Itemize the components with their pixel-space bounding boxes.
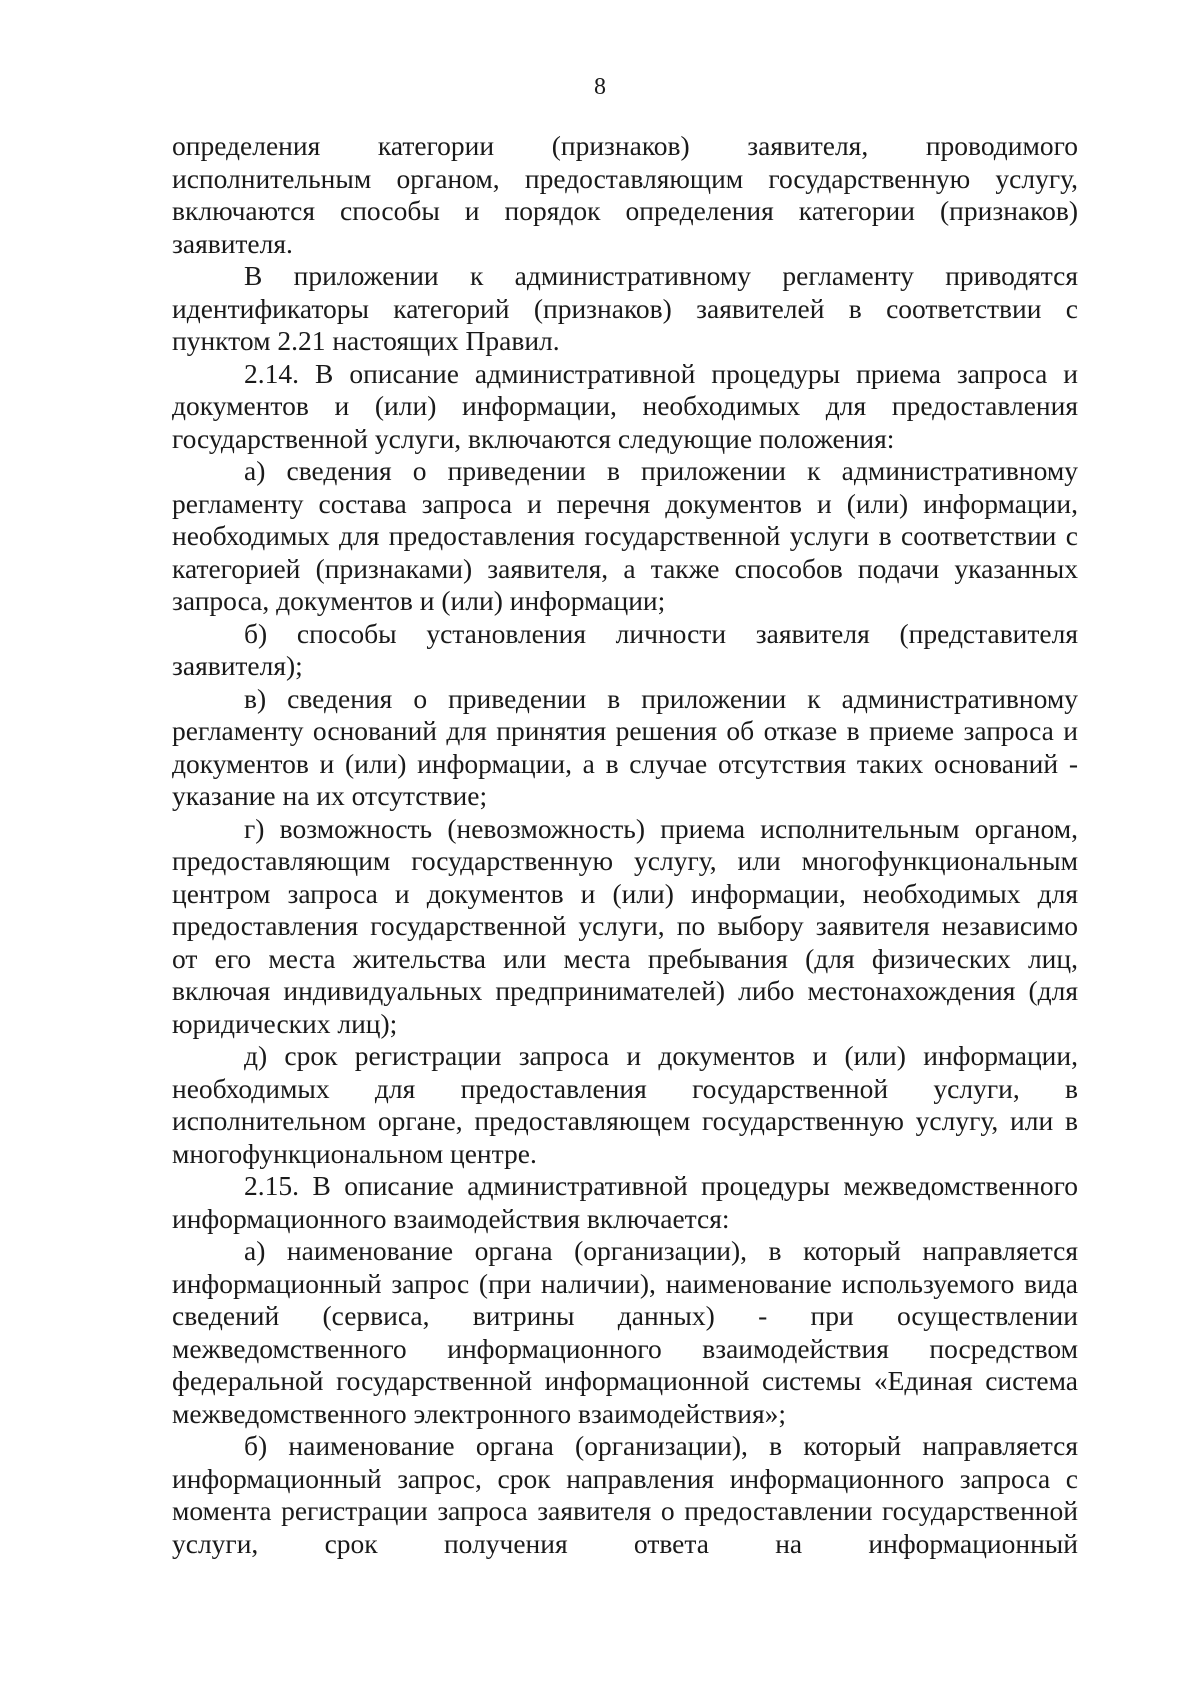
paragraph: В приложении к административному регламенту приводятся идентификаторы категорий (признаков) заявителей в соответствии с пунктом 2.21 настоящих Правил. [172, 260, 1078, 356]
page-number: 8 [594, 74, 606, 100]
paragraph: д) срок регистрации запроса и документов и (или) информации, необходимых для предоставления государственной услуги, в исполнительном органе, предоставляющем государственную услугу, или в многофункциональном центре. [172, 1040, 1078, 1169]
paragraph: г) возможность (невозможность) приема исполнительным органом, предоставляющим государственную услугу, или многофункциональным центром запроса и документов и (или) информации, необходимых для предоставления государственной услуги, по выбору заявителя независимо от его места жительства или места пребывания (для физических лиц, включая индивидуальных предпринимателей) либо местонахождения (для юридических лиц); [172, 812, 1078, 1039]
paragraph: а) сведения о приведении в приложении к административному регламенту состава запроса и перечня документов и (или) информации, необходимых для предоставления государственной услуги в соответствии с категорией (признаками) заявителя, а также способов подачи указанных запроса, документов и (или) информации; [172, 455, 1078, 616]
paragraph: 2.14. В описание административной процедуры приема запроса и документов и (или) информации, необходимых для предоставления государственной услуги, включаются следующие положения: [172, 357, 1078, 454]
body-text [172, 130, 1078, 1560]
paragraph: определения категории (признаков) заявителя, проводимого исполнительным органом, предоставляющим государственную услугу, включаются способы и порядок определения категории (признаков) заявителя. [172, 130, 1078, 259]
paragraph: б) наименование органа (организации), в который направляется информационный запрос, срок направления информационного запроса с момента регистрации запроса заявителя о предоставлении государственной услуги, срок получения ответа на информационный [172, 1430, 1078, 1559]
paragraph: 2.15. В описание административной процедуры межведомственного информационного взаимодействия включается: [172, 1170, 1078, 1234]
paragraph: б) способы установления личности заявителя (представителя заявителя); [172, 617, 1078, 681]
paragraph: в) сведения о приведении в приложении к административному регламенту оснований для принятия решения об отказе в приеме запроса и документов и (или) информации, а в случае отсутствия таких оснований - указание на их отсутствие; [172, 682, 1078, 811]
paragraph: а) наименование органа (организации), в который направляется информационный запрос (при наличии), наименование используемого вида сведений (сервиса, витрины данных) - при осуществлении межведомственного информационного взаимодействия посредством федеральной государственной информационной системы «Единая система межведомственного электронного взаимодействия»; [172, 1235, 1078, 1429]
